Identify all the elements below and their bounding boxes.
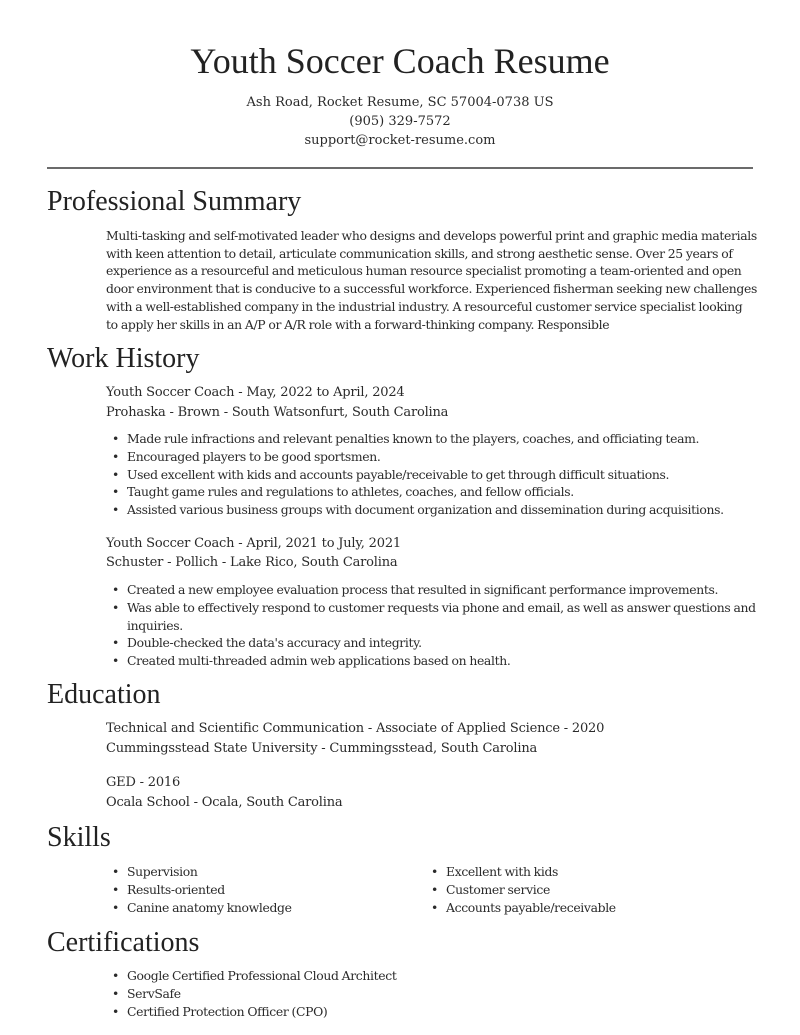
list-item: • Certified Protection Officer (CPO) [112, 1003, 328, 1019]
list-item: • Used excellent with kids and accounts payable/receivable to get through difficult situations. [112, 466, 670, 482]
list-item: • Encouraged players to be good sportsmen. [112, 448, 381, 464]
work-history-heading: Work History [47, 343, 200, 374]
job-company-line: Prohaska - Brown - South Watsonfurt, South Carolina [106, 405, 449, 420]
list-item: • Assisted various business groups with document organization and dissemination during acquisitions. [112, 502, 724, 518]
certifications-heading: Certifications [47, 927, 200, 958]
list-item: • Made rule infractions and relevant penalties known to the players, coaches, and officiating team. [112, 431, 700, 446]
bullet-icon: • [112, 881, 119, 897]
bullet-icon: • [112, 864, 119, 879]
education-degree-line: GED - 2016 [106, 775, 181, 790]
summary-text [106, 227, 758, 333]
list-item: • Google Certified Professional Cloud Architect [112, 968, 397, 983]
bullet-icon: • [112, 599, 119, 615]
list-item: • Supervision [112, 864, 198, 879]
bullet-icon: • [112, 582, 119, 597]
list-item: • Results-oriented [112, 881, 225, 897]
education-heading: Education [47, 679, 161, 710]
summary-line: door environment that is conducive to a successful workforce. Experienced fisherman seeking new challenges [106, 281, 757, 297]
bullet-icon: • [431, 899, 438, 915]
bullet-icon: • [112, 653, 119, 669]
summary-line: with a well-established company in the industrial industry. A resourceful customer service specialist looking [106, 298, 743, 314]
contact-address: Ash Road, Rocket Resume, SC 57004-0738 US [246, 95, 554, 110]
list-item-continuation: inquiries. [127, 617, 183, 633]
contact-email: support@rocket-resume.com [304, 133, 496, 148]
list-item: • Created a new employee evaluation process that resulted in significant performance improvements. [112, 582, 719, 597]
job-bullets [106, 430, 724, 519]
list-item: • Double-checked the data's accuracy and integrity. [112, 635, 422, 651]
bullet-icon: • [112, 985, 119, 1001]
bullet-icon: • [112, 466, 119, 482]
contact-phone: (905) 329-7572 [349, 114, 451, 129]
bullet-icon: • [112, 448, 119, 464]
job-title-line: Youth Soccer Coach - May, 2022 to April, 2024 [106, 385, 405, 400]
summary-heading: Professional Summary [47, 186, 302, 217]
list-item: • Taught game rules and regulations to athletes, coaches, and fellow officials. [112, 484, 574, 500]
summary-line: Multi-tasking and self-motivated leader who designs and develops powerful print and graphic media materials [106, 228, 757, 243]
skills-list-right [425, 863, 616, 916]
list-item: • Was able to effectively respond to customer requests via phone and email, as well as answer questions and [112, 599, 756, 615]
resume-title: Youth Soccer Coach Resume [190, 41, 610, 81]
bullet-icon: • [112, 431, 119, 446]
bullet-icon: • [431, 881, 438, 897]
summary-line: with keen attention to detail, articulate communication skills, and strong aesthetic sense. Over 25 years of [106, 245, 733, 261]
bullet-icon: • [431, 864, 438, 879]
bullet-icon: • [112, 635, 119, 651]
job-company-line: Schuster - Pollich - Lake Rico, South Carolina [106, 555, 398, 570]
job-title-line: Youth Soccer Coach - April, 2021 to July, 2021 [106, 536, 401, 551]
list-item: • Canine anatomy knowledge [112, 899, 292, 915]
list-item: • Customer service [431, 881, 550, 897]
certifications-list [106, 967, 396, 1020]
bullet-icon: • [112, 899, 119, 915]
list-item: • Excellent with kids [431, 864, 559, 879]
skills-heading: Skills [47, 822, 111, 853]
header-divider [47, 167, 753, 169]
bullet-icon: • [112, 968, 119, 983]
summary-line: to apply her skills in an A/P or A/R role with a forward-thinking company. Responsible [106, 316, 610, 332]
education-school-line: Cummingsstead State University - Cummingsstead, South Carolina [106, 741, 538, 756]
list-item: • Created multi-threaded admin web applications based on health. [112, 653, 511, 669]
bullet-icon: • [112, 484, 119, 500]
bullet-icon: • [112, 502, 119, 518]
job-bullets [106, 581, 756, 670]
summary-line: experience as a resourceful and meticulous human resource specialist promoting a team-oriented and open [106, 263, 742, 279]
skills-list-left [106, 863, 292, 916]
bullet-icon: • [112, 1003, 119, 1019]
list-item: • ServSafe [112, 985, 181, 1001]
list-item: • Accounts payable/receivable [431, 899, 616, 915]
education-school-line: Ocala School - Ocala, South Carolina [106, 795, 343, 810]
education-degree-line: Technical and Scientific Communication - Associate of Applied Science - 2020 [106, 721, 605, 736]
